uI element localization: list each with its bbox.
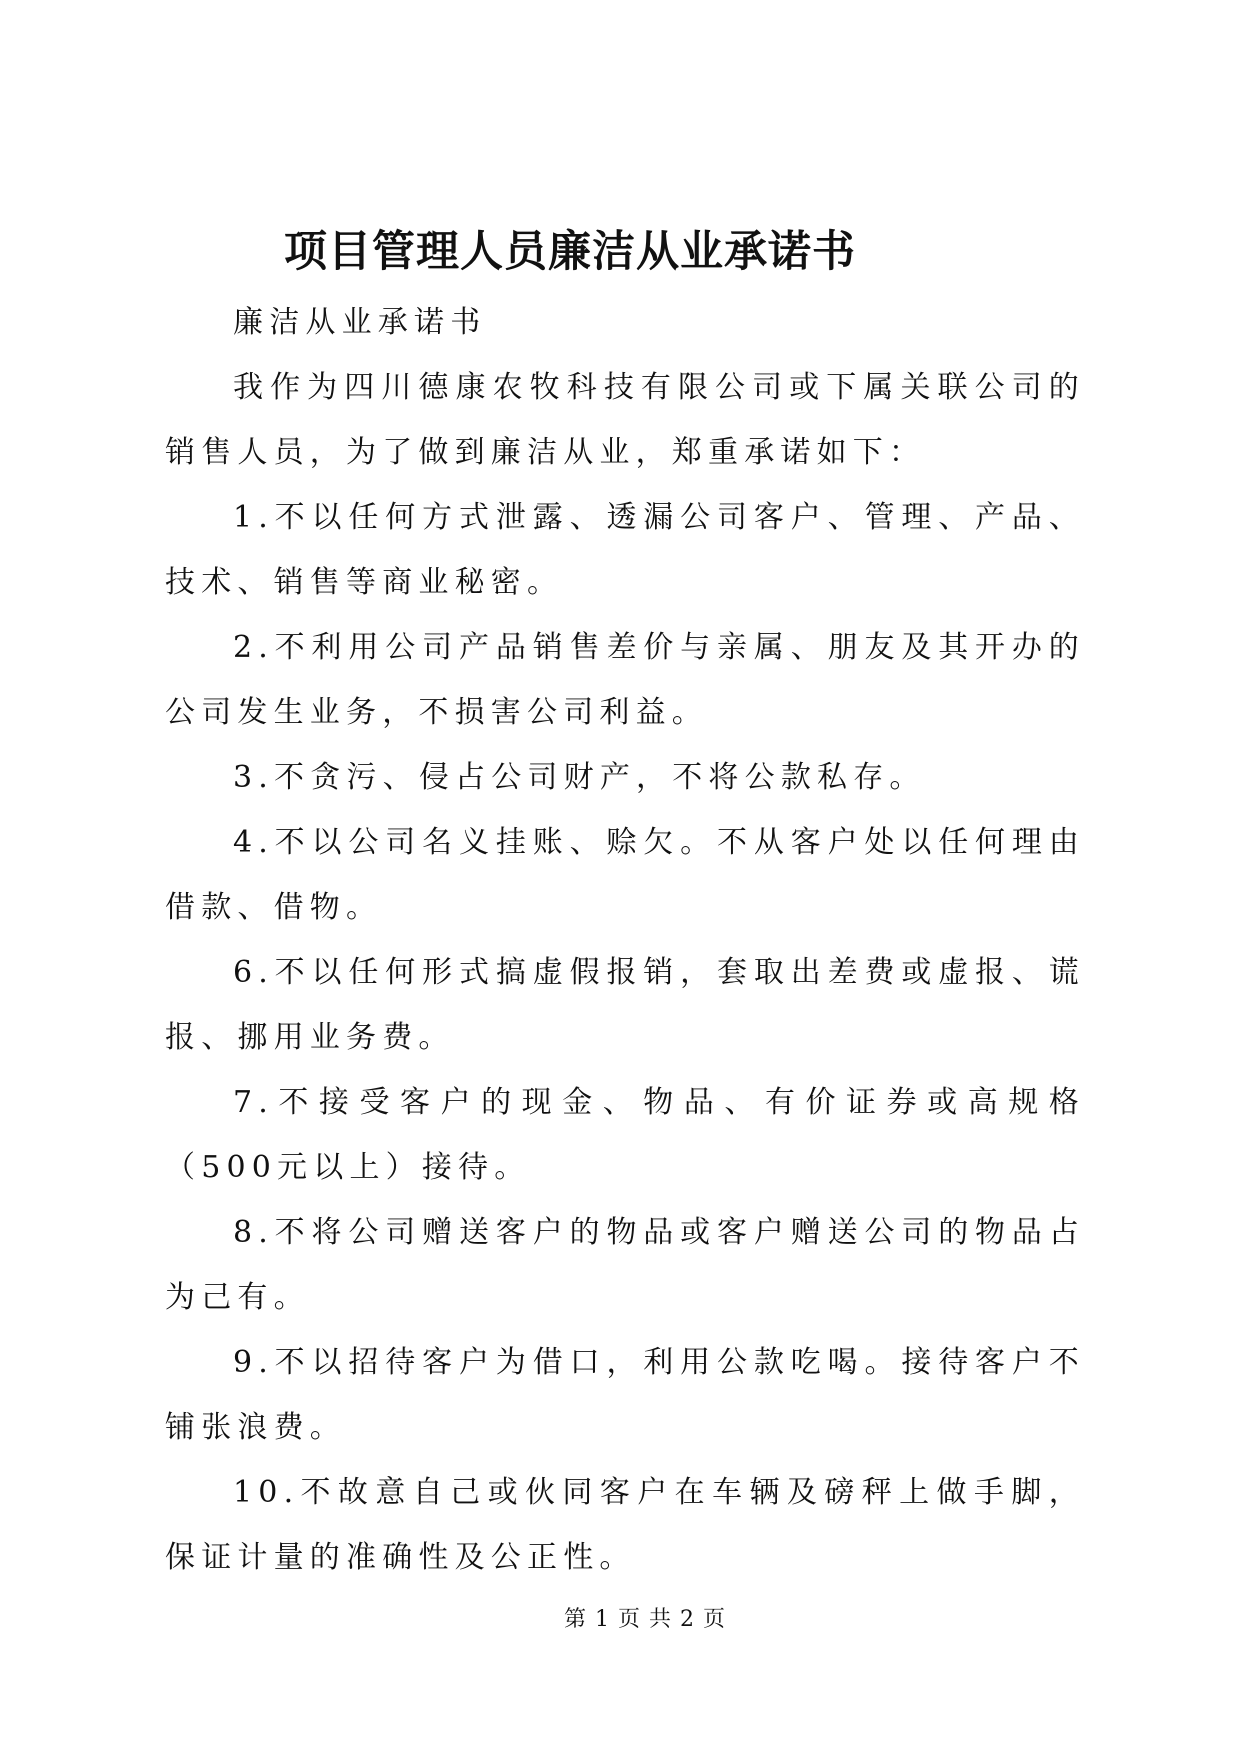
- paragraph-item-2: 2.不利用公司产品销售差价与亲属、朋友及其开办的公司发生业务，不损害公司利益。: [165, 630, 1085, 730]
- paragraph-intro: 我作为四川德康农牧科技有限公司或下属关联公司的销售人员，为了做到廉洁从业，郑重承诺如下：: [165, 370, 1085, 470]
- paragraph-item-10: 10.不故意自己或伙同客户在车辆及磅秤上做手脚，保证计量的准确性及公正性。: [165, 1475, 1085, 1575]
- paragraph-item-1: 1.不以任何方式泄露、透漏公司客户、管理、产品、技术、销售等商业秘密。: [165, 500, 1085, 600]
- paragraph-item-7: 7.不接受客户的现金、物品、有价证券或高规格（500元以上）接待。: [165, 1085, 1085, 1185]
- paragraph-subtitle: 廉洁从业承诺书: [233, 305, 487, 340]
- paragraph-item-4: 4.不以公司名义挂账、赊欠。不从客户处以任何理由借款、借物。: [165, 825, 1085, 925]
- document-title: 项目管理人员廉洁从业承诺书: [284, 227, 856, 277]
- document-body: [165, 290, 1085, 1590]
- page-footer: 第 1 页 共 2 页: [564, 1607, 726, 1632]
- paragraph-item-6: 6.不以任何形式搞虚假报销，套取出差费或虚报、谎报、挪用业务费。: [165, 955, 1085, 1055]
- paragraph-item-8: 8.不将公司赠送客户的物品或客户赠送公司的物品占为己有。: [165, 1215, 1085, 1315]
- paragraph-item-9: 9.不以招待客户为借口，利用公款吃喝。接待客户不铺张浪费。: [165, 1345, 1085, 1445]
- paragraph-item-3: 3.不贪污、侵占公司财产，不将公款私存。: [233, 760, 926, 795]
